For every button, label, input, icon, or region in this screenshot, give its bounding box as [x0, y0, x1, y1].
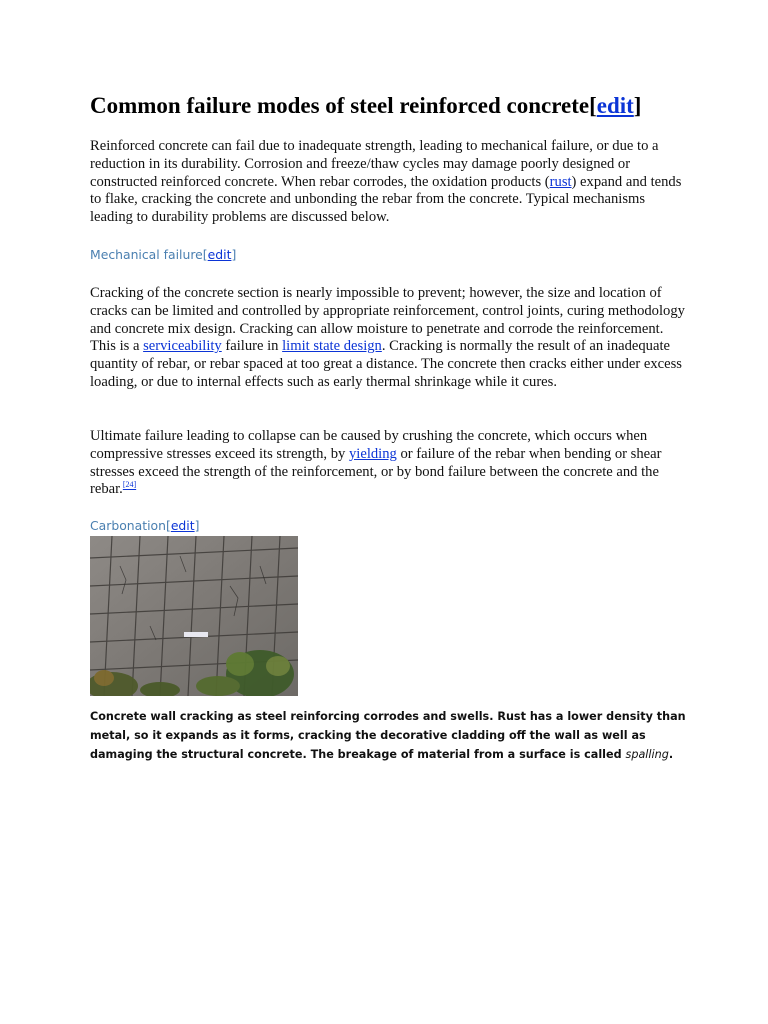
limit-state-design-link[interactable]: limit state design	[282, 338, 382, 355]
serviceability-link[interactable]: serviceability	[143, 338, 222, 355]
carbonation-edit-link[interactable]: edit	[170, 518, 195, 533]
cracking-paragraph: Cracking of the concrete section is nearly impossible to prevent; however, the size and location of cracks can be limited and controlled by appropriate reinforcement, control joints, curing methodology and concrete mix design. Cracking can allow moisture to penetrate and corrode the reinforcement. This is a serviceability failure in limit state design. Cracking is normally the result of an inadequate quantity of rebar, or rebar spaced at too great a distance. The concrete then cracks either under excess loading, or due to internal effects such as early thermal shrinkage while it cures.	[90, 285, 685, 390]
title-edit-link[interactable]: edit	[596, 93, 634, 118]
page-title-text: Common failure modes of steel reinforced concrete	[90, 93, 590, 118]
rust-link[interactable]: rust	[549, 173, 572, 190]
section-heading-carbonation: Carbonation[edit]	[90, 518, 200, 533]
reference-24-link[interactable]: [24]	[122, 480, 137, 490]
cracked-concrete-wall-photo	[90, 536, 298, 696]
intro-paragraph: Reinforced concrete can fail due to inadequate strength, leading to mechanical failure, or due to a reduction in its durability. Corrosion and freeze/thaw cycles may damage poorly designed or constructed reinforced concrete. When rebar corrodes, the oxidation products (rust) expand and tends to flake, cracking the concrete and unbonding the rebar from the concrete. Typical mechanisms leading to durability problems are discussed below.	[90, 138, 682, 226]
mechanical-failure-edit-link[interactable]: edit	[207, 247, 232, 262]
page-title: Common failure modes of steel reinforced concrete[edit]	[90, 93, 642, 118]
yielding-link[interactable]: yielding	[348, 445, 397, 462]
image-caption: Concrete wall cracking as steel reinforcing corrodes and swells. Rust has a lower density than metal, so it expands as it forms, cracking the decorative cladding off the wall as well as damaging the structural concrete. The breakage of material from a surface is called spalling.	[90, 710, 686, 761]
section-heading-mechanical-failure: Mechanical failure[edit]	[90, 247, 237, 262]
ultimate-failure-paragraph: Ultimate failure leading to collapse can be caused by crushing the concrete, which occurs when compressive stresses exceed its strength, by yielding or failure of the rebar when bending or shear stresses exceed the strength of the reinforcement, or by bond failure between the concrete and the rebar.[24]	[90, 428, 662, 498]
